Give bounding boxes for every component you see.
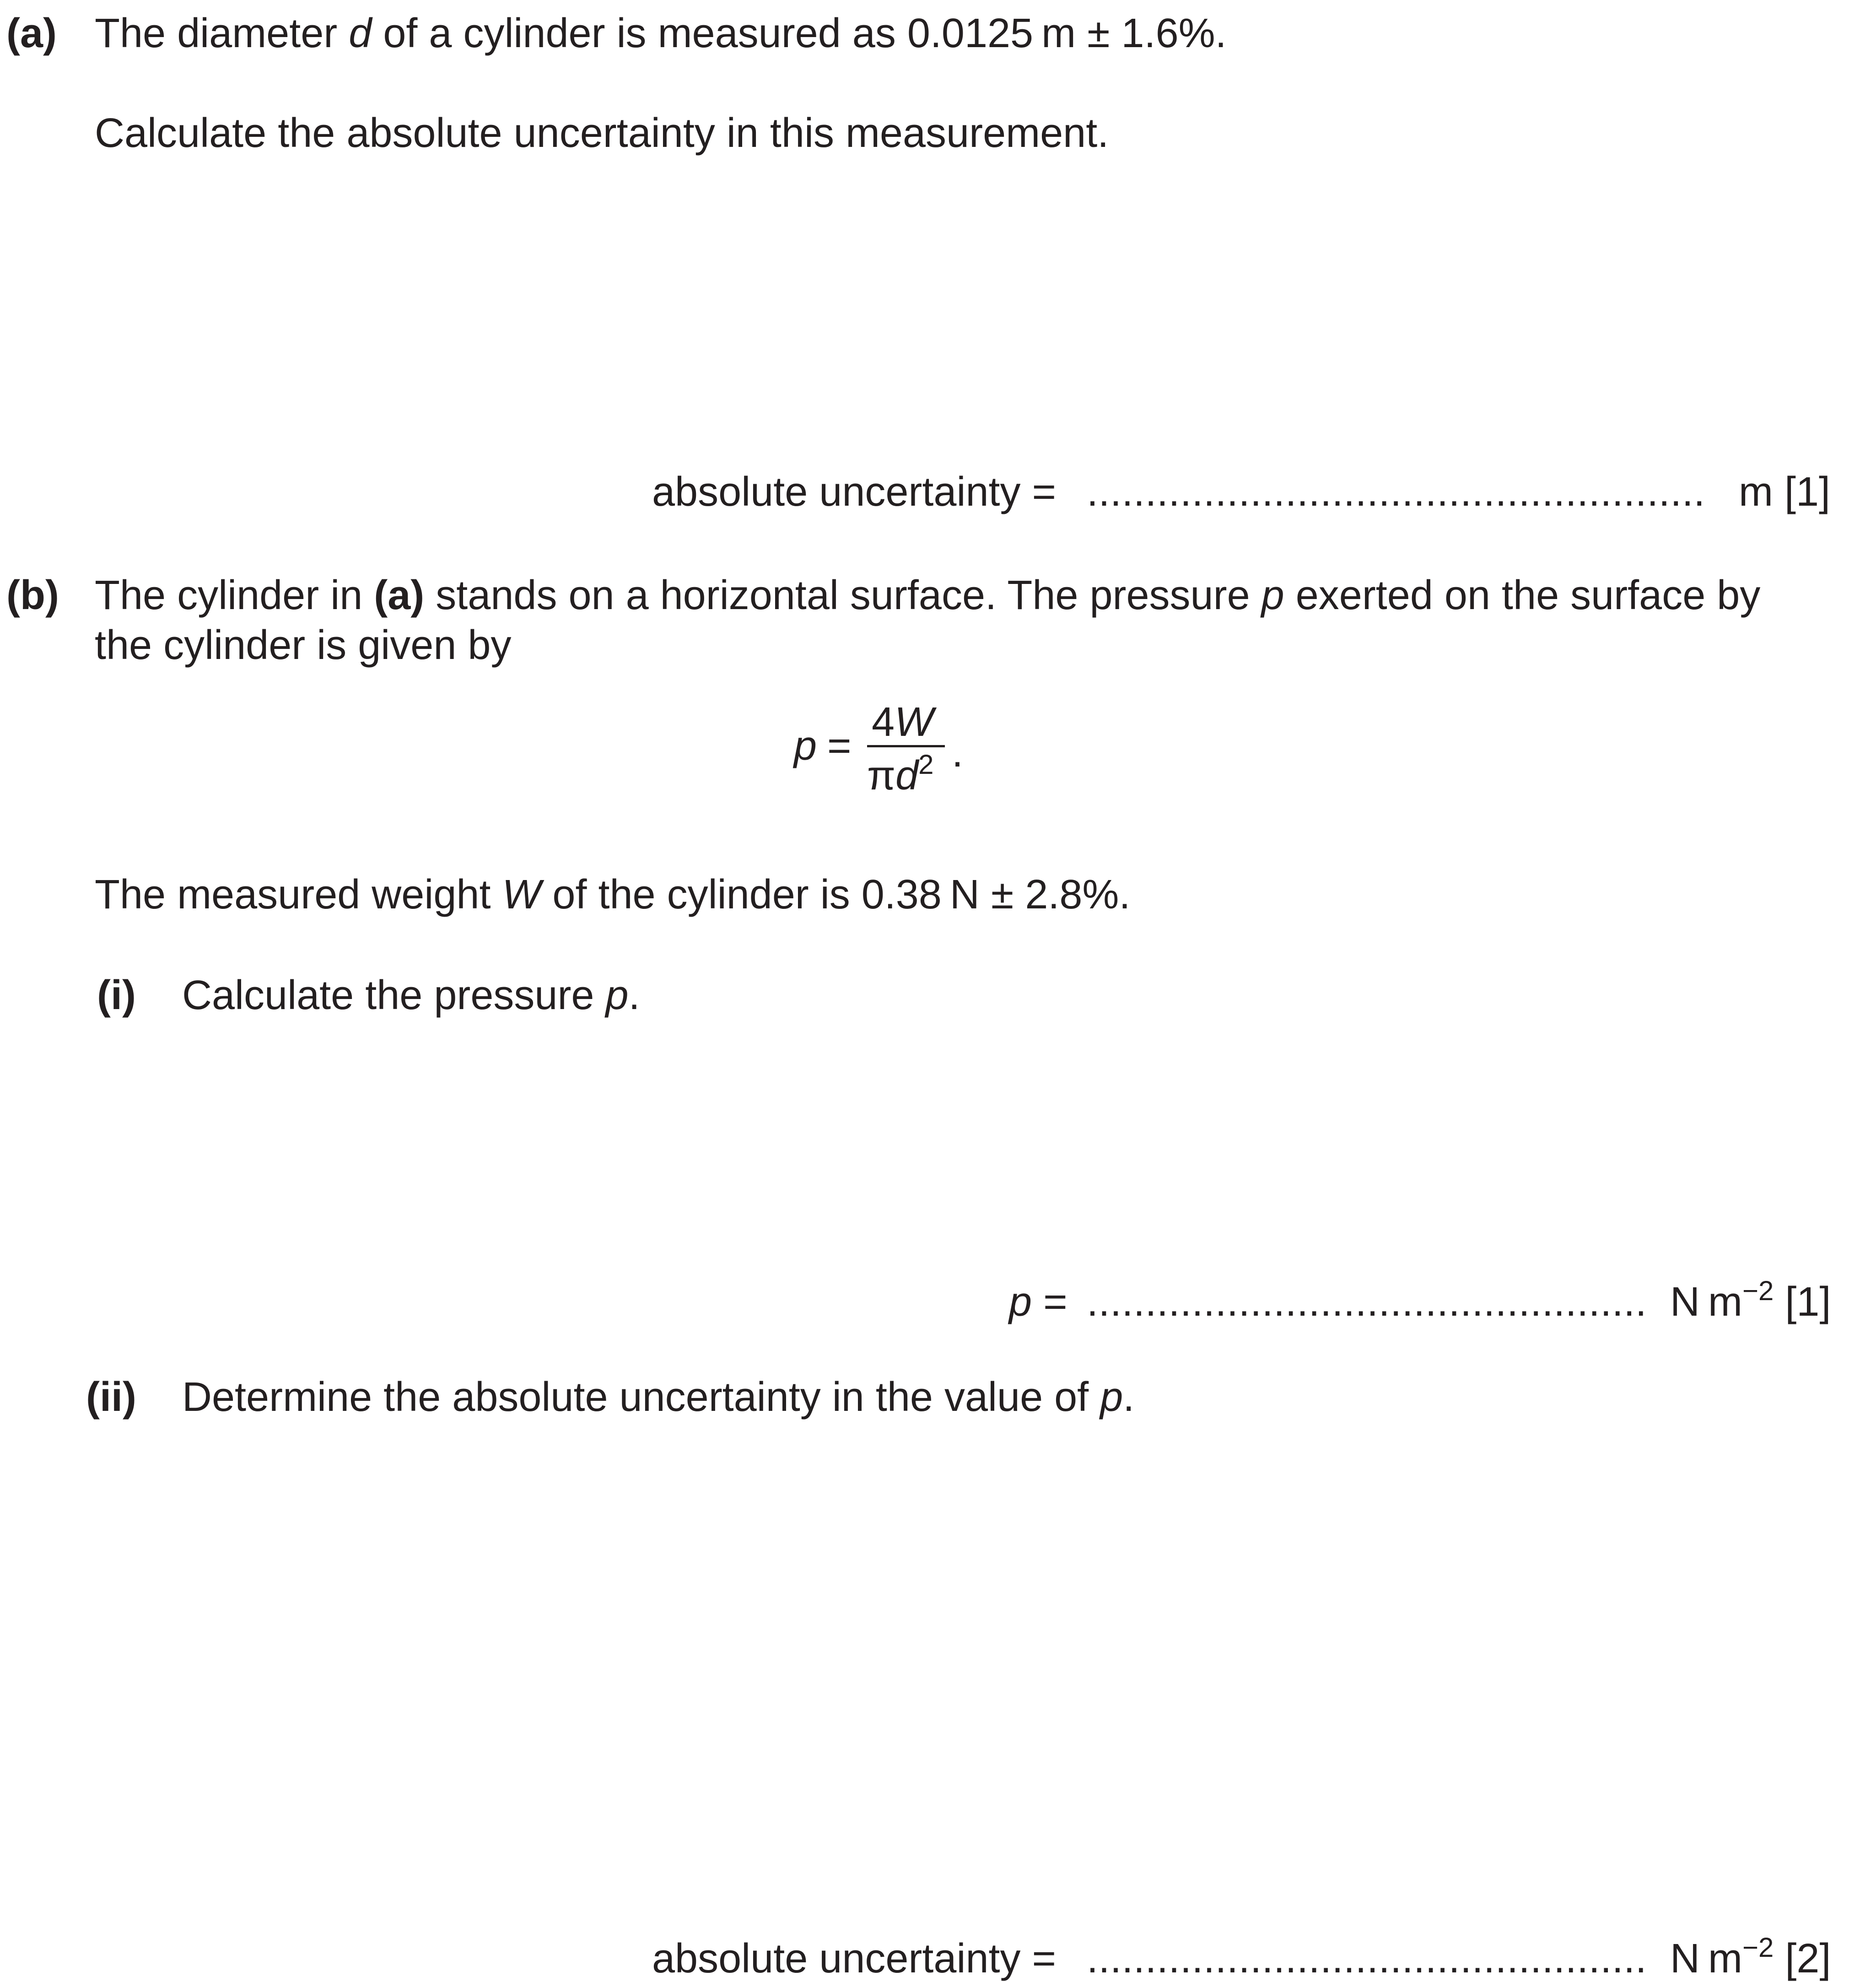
numerator-number: 4 — [872, 699, 895, 745]
fraction-bar — [867, 745, 945, 747]
denominator-d: d — [895, 753, 919, 799]
sub-i-question — [182, 972, 640, 1018]
sub-i-label: (i) — [97, 972, 136, 1018]
variable-w: W — [502, 872, 541, 918]
marks: [1] — [1785, 1279, 1831, 1325]
part-reference: (a) — [374, 572, 425, 618]
weight-statement — [95, 872, 1131, 918]
statement-text: of the cylinder is 0.38 N ± 2.8%. — [541, 872, 1131, 918]
unit-exponent: −2 — [1742, 1275, 1774, 1306]
marks: [2] — [1785, 1936, 1831, 1982]
question-text: . — [1123, 1374, 1135, 1420]
sub-ii-answer-line[interactable]: ................................................ — [1087, 1936, 1647, 1982]
question-text: The diameter — [95, 11, 349, 56]
denominator-pi: π — [867, 753, 896, 799]
variable-p: p — [1100, 1374, 1123, 1420]
formula-numerator — [872, 699, 934, 745]
sub-ii-answer-label: absolute uncertainty = — [652, 1936, 1057, 1982]
sub-i-answer-label — [1009, 1281, 1067, 1323]
variable-p: p — [605, 972, 629, 1018]
part-b-label: (b) — [6, 572, 59, 618]
part-a-answer-unit: m [1] — [1739, 469, 1831, 515]
formula-equals: = — [827, 723, 852, 769]
formula-period: . — [952, 730, 964, 776]
question-text: . — [628, 972, 640, 1018]
numerator-w: W — [895, 699, 934, 745]
question-text: The cylinder in — [95, 572, 374, 618]
variable-p: p — [1261, 572, 1284, 618]
part-a-answer-label: absolute uncertainty = — [652, 469, 1057, 515]
sub-i-answer-unit — [1670, 1275, 1831, 1325]
variable-d: d — [349, 11, 372, 56]
unit-exponent: −2 — [1742, 1932, 1774, 1963]
sub-i-answer-line[interactable]: ................................................ — [1087, 1279, 1647, 1325]
unit-text: N m — [1670, 1936, 1742, 1982]
statement-text: The measured weight — [95, 872, 502, 918]
question-text: stands on a horizontal surface. The pressure — [424, 572, 1261, 618]
question-text: exerted on the surface by — [1284, 572, 1761, 618]
question-text: Determine the absolute uncertainty in the value of — [182, 1374, 1100, 1420]
part-a-label: (a) — [6, 11, 57, 56]
sub-ii-question — [182, 1374, 1135, 1420]
part-a-instruction: Calculate the absolute uncertainty in this measurement. — [95, 110, 1109, 156]
sub-ii-label: (ii) — [86, 1374, 136, 1420]
part-a-question — [95, 13, 1227, 54]
formula-denominator — [867, 749, 934, 799]
variable-p: p — [1009, 1279, 1032, 1325]
answer-equals: = — [1043, 1279, 1067, 1325]
question-text: Calculate the pressure — [182, 972, 606, 1018]
part-b-question-line2: the cylinder is given by — [95, 622, 512, 668]
part-b-question-line1 — [95, 572, 1761, 618]
part-a-answer-line[interactable]: ..................................................... — [1087, 469, 1705, 515]
unit-text: N m — [1670, 1279, 1742, 1325]
question-text: of a cylinder is measured as 0.0125 m ± 1.6%. — [372, 11, 1227, 56]
denominator-exponent: 2 — [918, 749, 934, 780]
sub-ii-answer-unit — [1670, 1932, 1831, 1982]
formula-lhs-p: p — [794, 723, 817, 769]
